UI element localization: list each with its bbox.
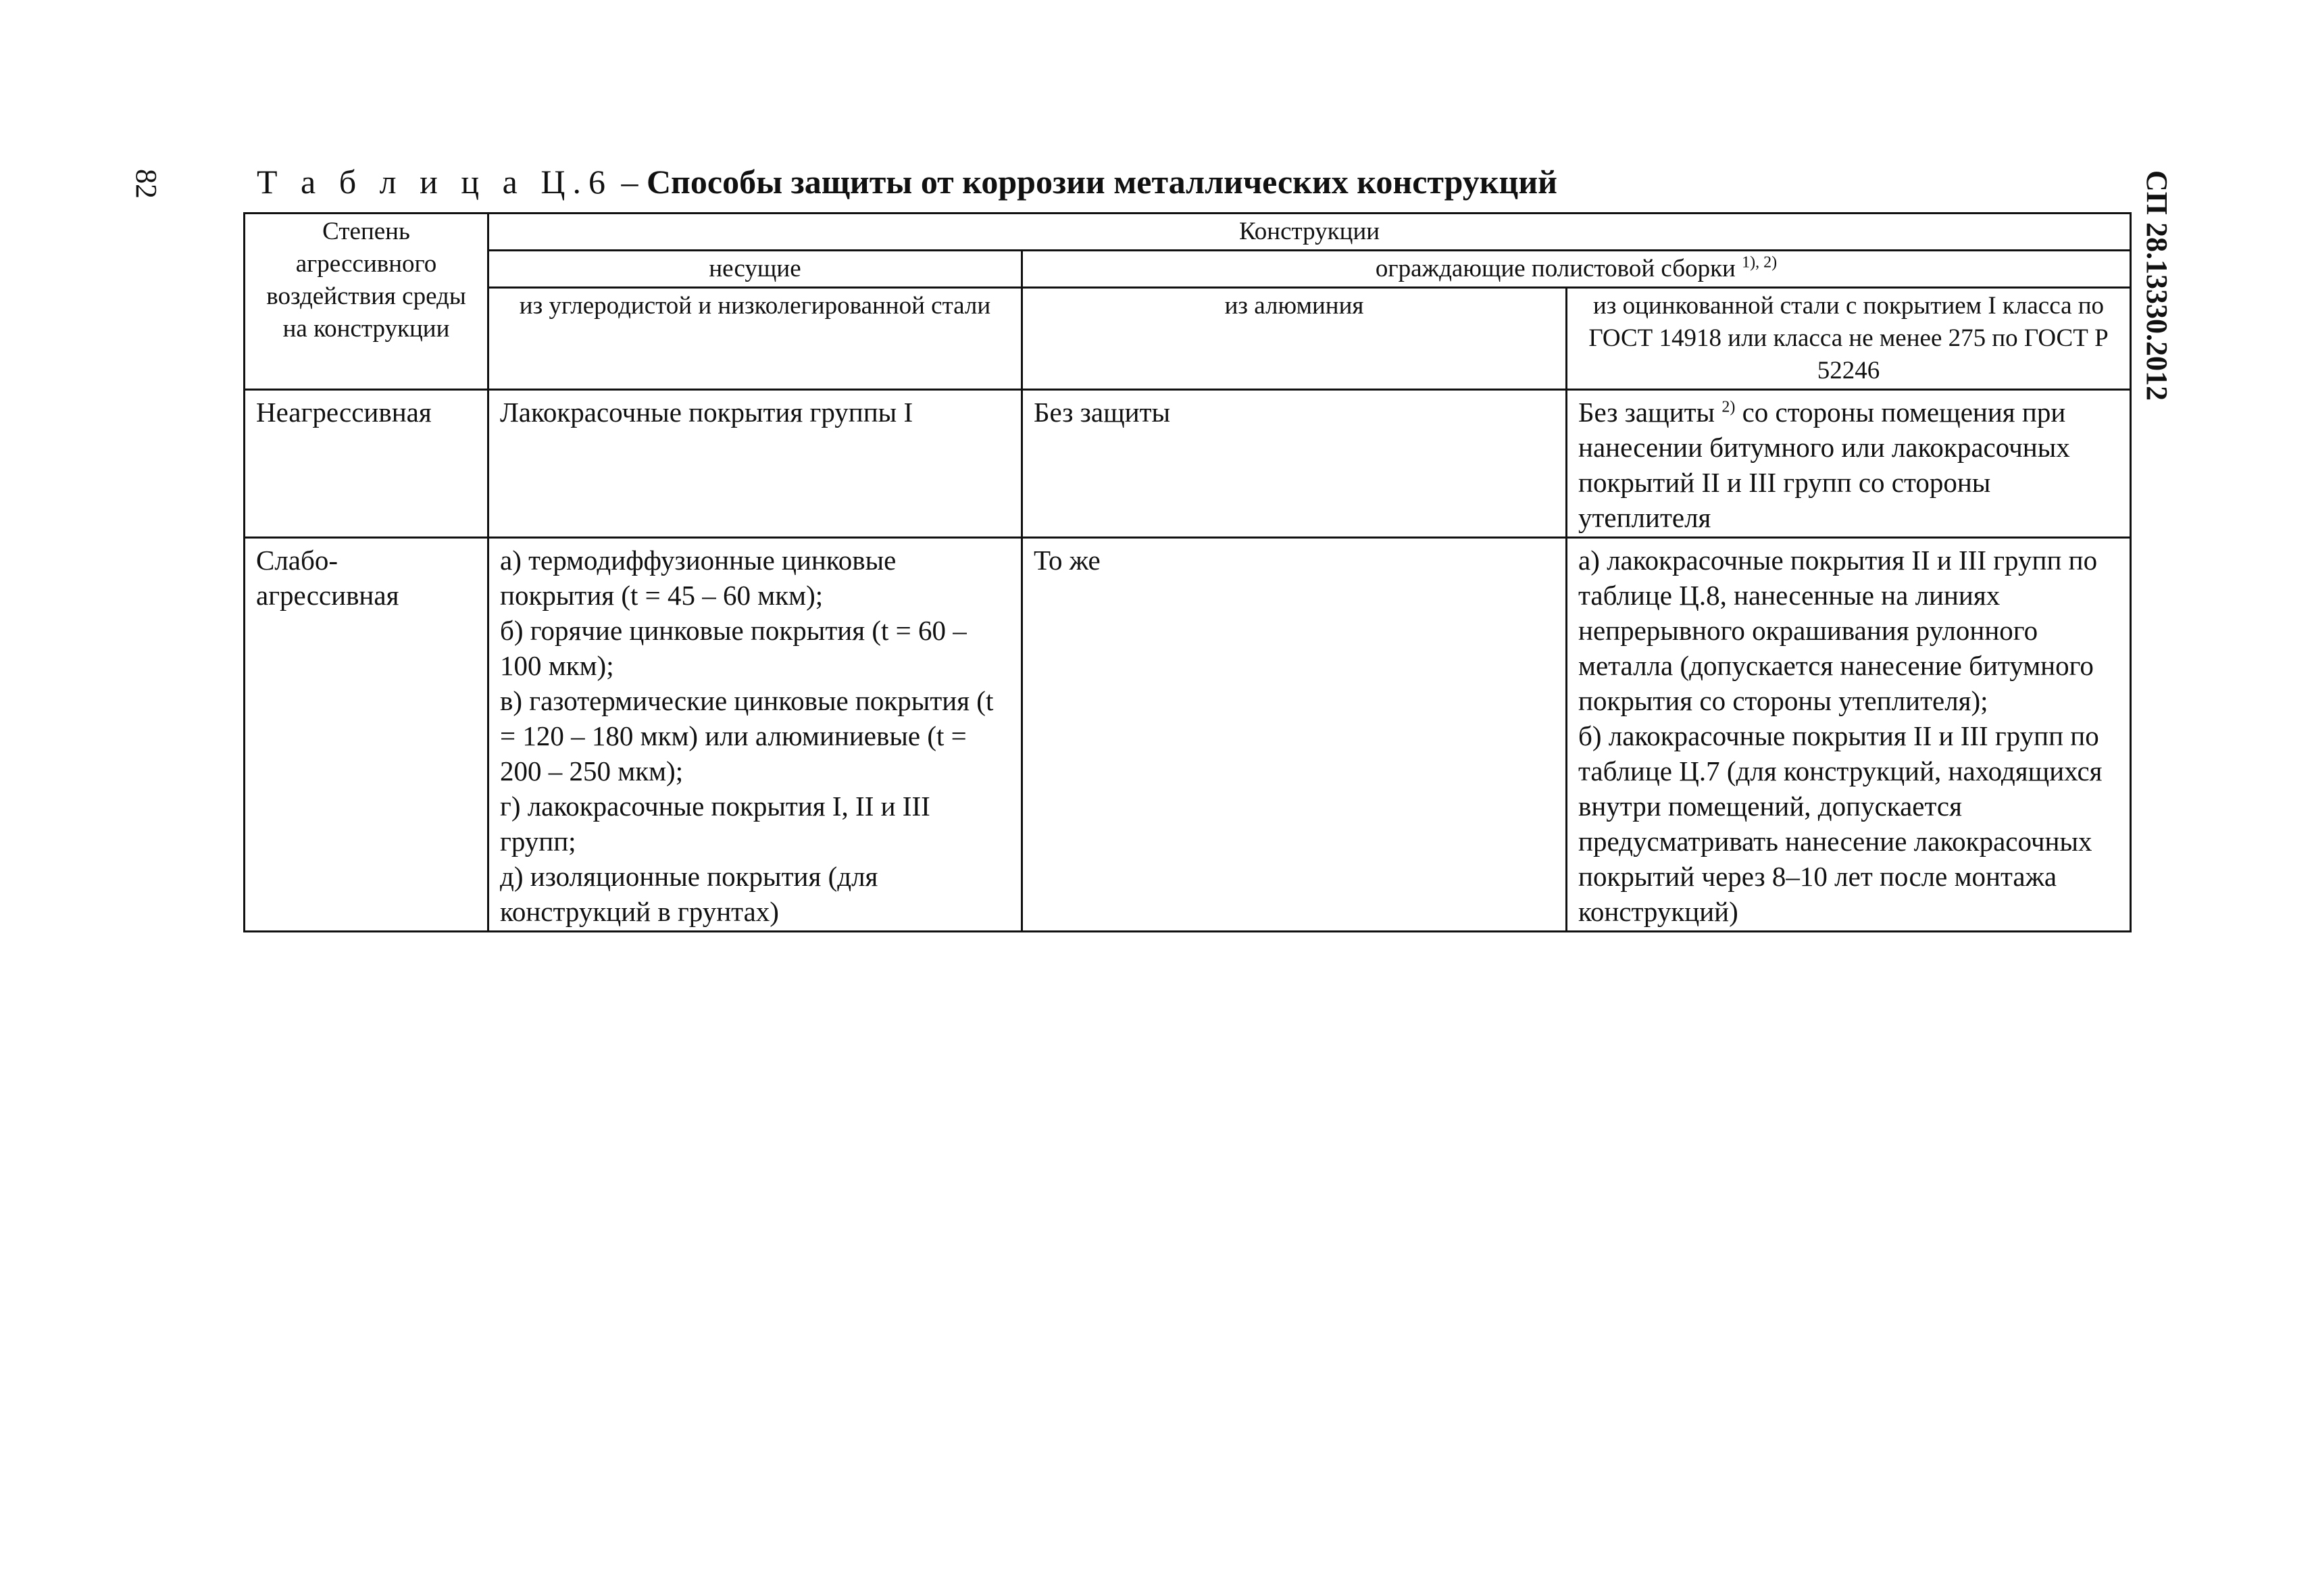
page-number: 82 — [130, 169, 163, 199]
header-enclosing — [1022, 251, 2131, 288]
table-row — [245, 538, 2131, 932]
cell-galvanized-steel — [1567, 390, 2131, 538]
header-constructions: Конструкции — [488, 214, 2131, 251]
header-aluminum: из алюминия — [1022, 288, 1567, 390]
table-title — [257, 164, 1557, 201]
corrosion-protection-table — [243, 212, 2132, 932]
document-code: СП 28.13330.2012 — [2140, 170, 2173, 401]
header-row-2 — [245, 251, 2131, 288]
cell-galvanized-steel: а) лакокрасочные покрытия II и III групп по таблице Ц.8, нанесенные на линиях непрерывного окрашивания рулонного металла (допускается нанесение битумного покрытия со стороны утеплителя); б) лакокрасочные покрытия II и III групп по таблице Ц.7 (для конструкций, находящихся внутри помещений, допускается предусматривать нанесение лакокрасочных покрытий через 8–10 лет после монтажа конструкций) — [1567, 538, 2131, 932]
title-dash: – — [612, 163, 647, 201]
header-row-1 — [245, 214, 2131, 251]
cell-degree: Неагрессивная — [245, 390, 488, 538]
header-enclosing-label: ограждающие полистовой сборки — [1375, 255, 1736, 282]
table-row — [245, 390, 2131, 538]
galvanized-text-post: со стороны помещения при нанесении битумного или лакокрасочных покрытий II и III групп со стороны утеплителя — [1578, 397, 2070, 533]
cell-aluminum: То же — [1022, 538, 1567, 932]
cell-carbon-steel: Лакокрасочные покрытия группы I — [488, 390, 1022, 538]
header-carbon-steel: из углеродистой и низколегированной стали — [488, 288, 1022, 390]
header-row-3 — [245, 288, 2131, 390]
header-bearing: несущие — [488, 251, 1022, 288]
cell-degree: Слабо- агрессивная — [245, 538, 488, 932]
cell-aluminum: Без защиты — [1022, 390, 1567, 538]
cell-carbon-steel: а) термодиффузионные цинковые покрытия (t = 45 – 60 мкм); б) горячие цинковые покрытия (t = 60 – 100 мкм); в) газотермические цинковые покрытия (t = 120 – 180 мкм) или алюминиевые (t = 200 – 250 мкм); г) лакокрасочные покрытия I, II и III групп; д) изоляционные покрытия (для конструкций в грунтах) — [488, 538, 1022, 932]
footnote-ref: 1), 2) — [1742, 253, 1778, 272]
footnote-ref: 2) — [1721, 398, 1736, 416]
galvanized-text-pre: Без защиты — [1578, 397, 1722, 428]
header-degree: Степень агрессивного воздействия среды на конструкции — [245, 214, 488, 390]
header-galvanized-steel: из оцинкованной стали с покрытием I класса по ГОСТ 14918 или класса не менее 275 по ГОСТ Р 52246 — [1567, 288, 2131, 390]
table-label: Т а б л и ц а Ц.6 — [257, 163, 613, 201]
table-title-text: Способы защиты от коррозии металлических конструкций — [646, 163, 1557, 201]
